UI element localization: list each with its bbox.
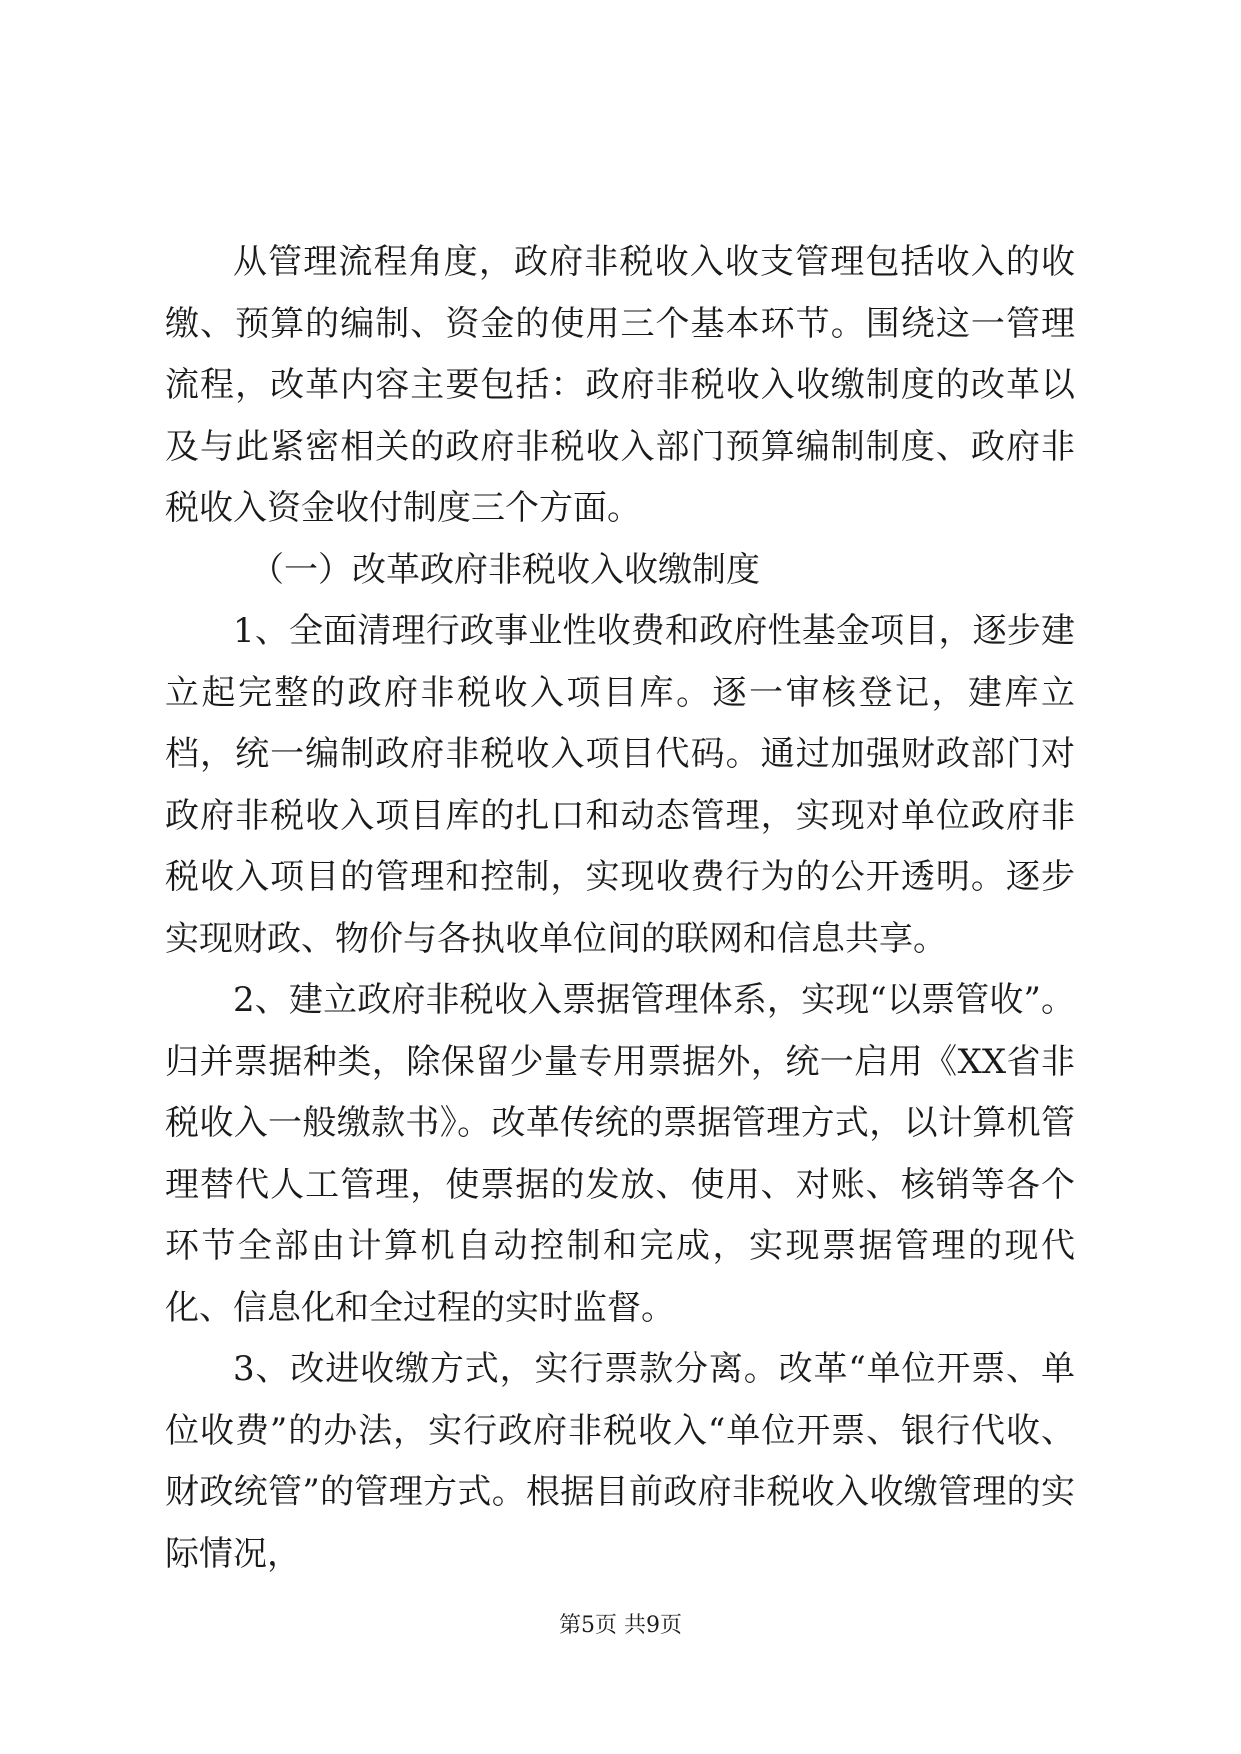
document-body: [165, 232, 1075, 1585]
paragraph-intro: 从管理流程角度，政府非税收入收支管理包括收入的收缴、预算的编制、资金的使用三个基本环节。围绕这一管理流程，改革内容主要包括：政府非税收入收缴制度的改革以及与此紧密相关的政府非税收入部门预算编制制度、政府非税收入资金收付制度三个方面。: [165, 242, 1075, 528]
paragraph-item-1: 1、全面清理行政事业性收费和政府性基金项目，逐步建立起完整的政府非税收入项目库。逐一审核登记，建库立档，统一编制政府非税收入项目代码。通过加强财政部门对政府非税收入项目库的扎口和动态管理，实现对单位政府非税收入项目的管理和控制，实现收费行为的公开透明。逐步实现财政、物价与各执收单位间的联网和信息共享。: [165, 611, 1075, 959]
page-footer: 第5页 共9页: [559, 1613, 682, 1638]
paragraph-item-2: 2、建立政府非税收入票据管理体系，实现“以票管收”。归并票据种类，除保留少量专用票据外，统一启用《XX省非税收入一般缴款书》。改革传统的票据管理方式，以计算机管理替代人工管理，使票据的发放、使用、对账、核销等各个环节全部由计算机自动控制和完成，实现票据管理的现代化、信息化和全过程的实时监督。: [165, 980, 1075, 1328]
section-heading: （一）改革政府非税收入收缴制度: [250, 549, 760, 590]
paragraph-item-3: 3、改进收缴方式，实行票款分离。改革“单位开票、单位收费”的办法，实行政府非税收入“单位开票、银行代收、财政统管”的管理方式。根据目前政府非税收入收缴管理的实际情况，: [165, 1349, 1075, 1574]
